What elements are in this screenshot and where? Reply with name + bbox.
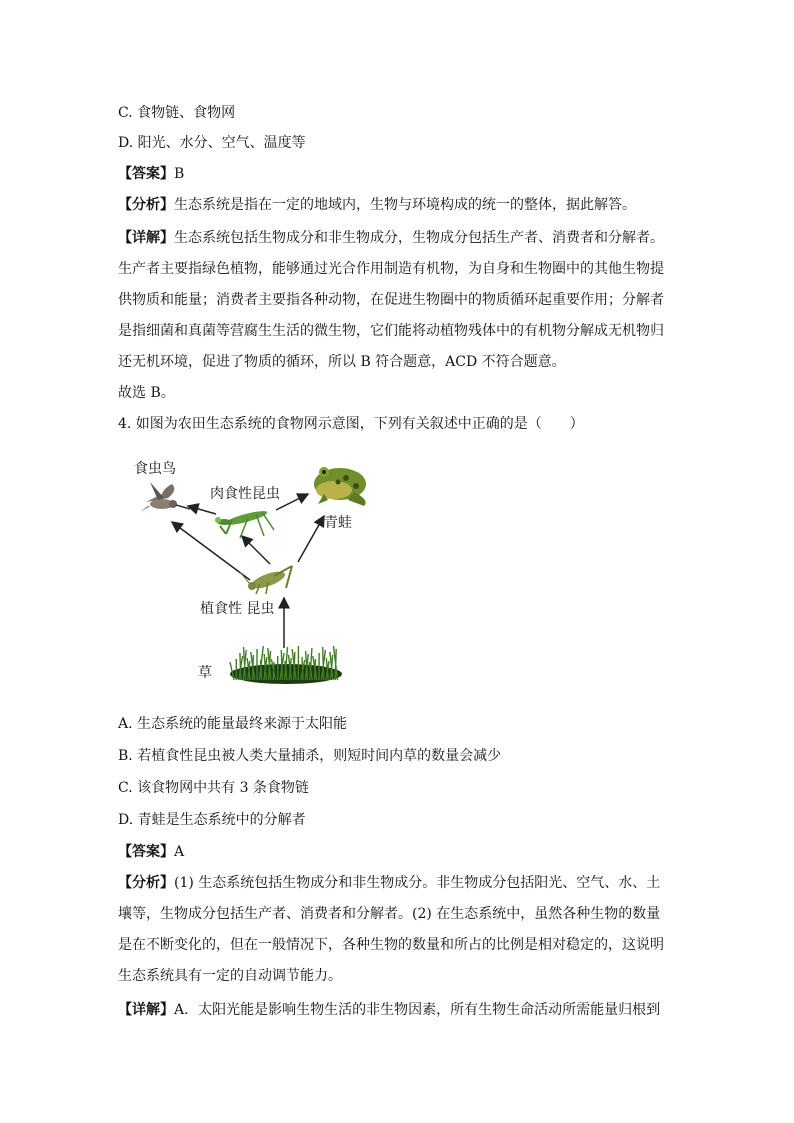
detail-line: 生产者主要指绿色植物，能够通过光合作用制造有机物，为自身和生物圈中的其他生物提 <box>118 261 664 277</box>
option-d: D. 阳光、水分、空气、温度等 <box>118 135 306 151</box>
grasshopper-label: 植食性 昆虫 <box>200 601 275 617</box>
detail-line: 还无机环境，促进了物质的循环，所以 B 符合题意，ACD 不符合题意。 <box>118 354 566 370</box>
analysis-line: 生态系统具有一定的自动调节能力。 <box>118 968 342 984</box>
option-4b: B. 若植食性昆虫被人类大量捕杀，则短时间内草的数量会减少 <box>118 748 502 764</box>
frog-label: 青蛙 <box>324 515 352 531</box>
option-4d: D. 青蛙是生态系统中的分解者 <box>118 812 306 828</box>
option-4c: C. 该食物网中共有 3 条食物链 <box>118 780 309 796</box>
conclusion-line: 故选 B。 <box>118 385 175 401</box>
arrow-mantis-to-bird <box>188 506 216 514</box>
mantis-icon <box>215 508 274 538</box>
answer-line: 【答案】A <box>118 844 185 860</box>
bird-label: 食虫鸟 <box>134 461 176 477</box>
option-4a: A. 生态系统的能量最终来源于太阳能 <box>118 716 348 732</box>
analysis-line: 【分析】(1) 生态系统包括生物成分和非生物成分。非生物成分包括阳光、空气、水、土 <box>118 875 661 891</box>
answer-line: 【答案】B <box>118 166 185 182</box>
grass-icon <box>230 646 342 684</box>
detail-line: 供物质和能量；消费者主要指各种动物，在促进生物圈中的物质循环起重要作用；分解者 <box>118 292 664 308</box>
analysis-line: 是在不断变化的，但在一般情况下，各种生物的数量和所占的比例是相对稳定的，这说明 <box>118 937 664 953</box>
grass-label: 草 <box>198 665 212 681</box>
frog-icon <box>314 467 366 506</box>
food-web-diagram <box>128 452 388 692</box>
arrow-grasshopper-to-bird <box>172 522 250 580</box>
bird-icon <box>140 482 190 512</box>
detail-line: 【详解】A．太阳光能是影响生物生活的非生物因素，所有生物生命活动所需能量归根到 <box>118 1002 661 1018</box>
grasshopper-icon <box>240 566 292 594</box>
option-c: C. 食物链、食物网 <box>118 105 236 121</box>
arrow-grasshopper-to-frog <box>298 516 324 562</box>
arrow-grasshopper-to-mantis <box>242 536 270 564</box>
question-4: 4. 如图为农田生态系统的食物网示意图，下列有关叙述中正确的是（ ） <box>118 416 584 432</box>
detail-line: 是指细菌和真菌等营腐生生活的微生物，它们能将动植物残体中的有机物分解成无机物归 <box>118 323 664 339</box>
detail-line: 【详解】生态系统包括生物成分和非生物成分，生物成分包括生产者、消费者和分解者。 <box>118 230 664 246</box>
mantis-label: 肉食性昆虫 <box>210 486 280 502</box>
arrow-mantis-to-frog <box>276 494 308 510</box>
analysis-line: 【分析】生态系统是指在一定的地域内，生物与环境构成的统一的整体，据此解答。 <box>118 197 636 213</box>
analysis-line: 壤等，生物成分包括生产者、消费者和分解者。(2) 在生态系统中，虽然各种生物的数量 <box>118 906 661 922</box>
